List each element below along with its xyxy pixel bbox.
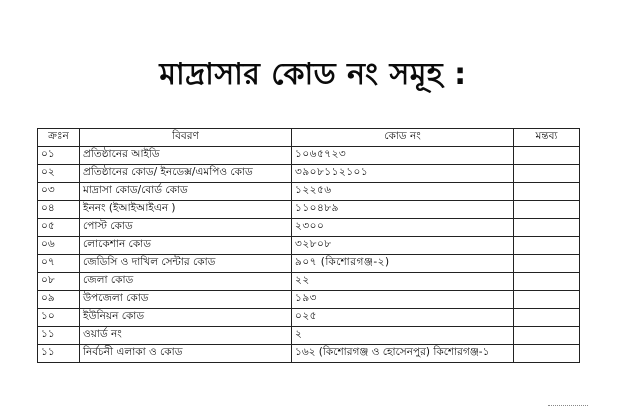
row-description: ইননং (ইআইআইএন ) bbox=[80, 201, 292, 219]
row-serial: ০২ bbox=[38, 165, 80, 183]
row-code: ১৯৩ bbox=[292, 291, 514, 309]
row-code: ৯০৭ (কিশোরগঞ্জ-২) bbox=[292, 255, 514, 273]
row-code: ১১০৪৮৯ bbox=[292, 201, 514, 219]
row-remarks bbox=[514, 147, 580, 165]
table-row bbox=[38, 201, 580, 219]
row-code: ৩৯০৮১১২১০১ bbox=[292, 165, 514, 183]
row-serial: ০৩ bbox=[38, 183, 80, 201]
row-code: ২৩০০ bbox=[292, 219, 514, 237]
row-remarks bbox=[514, 327, 580, 345]
row-remarks bbox=[514, 219, 580, 237]
row-serial: ১১ bbox=[38, 327, 80, 345]
row-remarks bbox=[514, 165, 580, 183]
table-row bbox=[38, 165, 580, 183]
row-description: প্রতিষ্ঠানের আইডি bbox=[80, 147, 292, 165]
row-description: ওয়ার্ড নং bbox=[80, 327, 292, 345]
row-description: জেডিসি ও দাখিল সেন্টার কোড bbox=[80, 255, 292, 273]
table-row bbox=[38, 345, 580, 363]
table-header-row bbox=[38, 129, 580, 147]
table-row bbox=[38, 147, 580, 165]
row-serial: ০৫ bbox=[38, 219, 80, 237]
row-remarks bbox=[514, 345, 580, 363]
table-row bbox=[38, 237, 580, 255]
row-serial: ০৯ bbox=[38, 291, 80, 309]
header-description: বিবরণ bbox=[80, 129, 292, 147]
row-remarks bbox=[514, 255, 580, 273]
row-description: প্রতিষ্ঠানের কোড/ ইনডেক্স/এমপিও কোড bbox=[80, 165, 292, 183]
row-remarks bbox=[514, 273, 580, 291]
table-row bbox=[38, 291, 580, 309]
row-code: ১২২৫৬ bbox=[292, 183, 514, 201]
row-remarks bbox=[514, 237, 580, 255]
row-serial: ০৭ bbox=[38, 255, 80, 273]
table-row bbox=[38, 273, 580, 291]
row-remarks bbox=[514, 309, 580, 327]
row-description: ইউনিয়ন কোড bbox=[80, 309, 292, 327]
row-serial: ১০ bbox=[38, 309, 80, 327]
row-serial: ১১ bbox=[38, 345, 80, 363]
table-row bbox=[38, 255, 580, 273]
table-row bbox=[38, 309, 580, 327]
row-remarks bbox=[514, 201, 580, 219]
row-remarks bbox=[514, 291, 580, 309]
header-code: কোড নং bbox=[292, 129, 514, 147]
row-description: লোকেশান কোড bbox=[80, 237, 292, 255]
row-code: ০২৫ bbox=[292, 309, 514, 327]
row-code: ৩২৮০৮ bbox=[292, 237, 514, 255]
table-row bbox=[38, 327, 580, 345]
row-serial: ০৪ bbox=[38, 201, 80, 219]
row-code: ১৬২ (কিশোরগঞ্জ ও হোসেনপুর) কিশোরগঞ্জ-১ bbox=[292, 345, 514, 363]
row-remarks bbox=[514, 183, 580, 201]
pen-mark bbox=[548, 405, 588, 412]
row-description: পোস্ট কোড bbox=[80, 219, 292, 237]
header-remarks: মন্তব্য bbox=[514, 129, 580, 147]
header-serial: ক্রঃন bbox=[38, 129, 80, 147]
table-row bbox=[38, 183, 580, 201]
row-serial: ০৮ bbox=[38, 273, 80, 291]
row-code: ১০৬৫৭২৩ bbox=[292, 147, 514, 165]
row-description: জেলা কোড bbox=[80, 273, 292, 291]
row-serial: ০১ bbox=[38, 147, 80, 165]
page-title: মাদ্রাসার কোড নং সমূহ : bbox=[159, 57, 467, 92]
row-code: ২২ bbox=[292, 273, 514, 291]
row-description: উপজেলা কোড bbox=[80, 291, 292, 309]
row-serial: ০৬ bbox=[38, 237, 80, 255]
row-description: নির্বচনী এলাকা ও কোড bbox=[80, 345, 292, 363]
table-row bbox=[38, 219, 580, 237]
row-code: ২ bbox=[292, 327, 514, 345]
row-description: মাদ্রাসা কোড/বোর্ড কোড bbox=[80, 183, 292, 201]
code-table bbox=[37, 128, 580, 363]
